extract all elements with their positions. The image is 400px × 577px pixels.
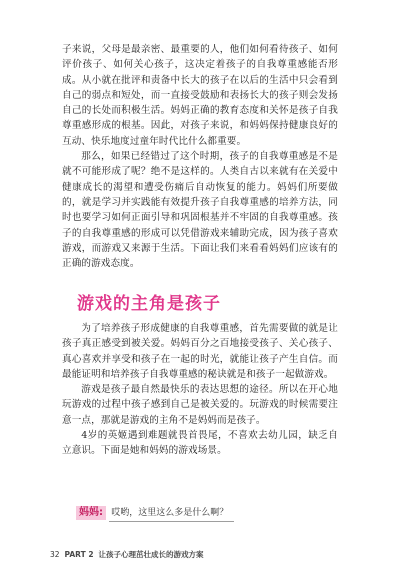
paragraph-1: 子来说，父母是最亲密、最重要的人，他们如何看待孩子、如何评价孩子、如何关心孩子，这决定着孩子的自我尊重感能否形成。从小就在批评和责备中长大的孩子在以后的生活中只会看到自己的弱点和短处，而一直接受鼓励和表扬长大的孩子则会发扬自己的长处而积极生活。妈妈正确的教育态度和关怀是孩子自我尊重感形成的根基。因此，对孩子来说，和妈妈保持健康良好的互动、快乐地度过童年时代比什么都重要。 — [62, 44, 338, 147]
dialog-text: 哎哟，这里这么多是什么啊？ — [109, 506, 234, 522]
part-label: PART 2 — [64, 550, 94, 559]
speaker-label: 妈妈: — [76, 506, 106, 520]
page-number: 32 — [50, 550, 60, 559]
page-footer — [50, 549, 204, 560]
body-text-bottom — [62, 321, 338, 459]
paragraph-2: 那么，如果已经错过了这个时期，孩子的自我尊重感是不是就不可能形成了呢？绝不是这样的。人类自古以来就有在关爱中健康成长的渴望和遭受伤痛后自动恢复的能力。妈妈们所要做的，就是学习并实践能有效提升孩子自我尊重感的培养方法，同时也要学习如何正面引导和巩固根基并不牢固的自我尊重感。孩子的自我尊重感的形成可以凭借游戏来辅助完成，因为孩子喜欢游戏，而游戏又来源于生活。下面让我们来看看妈妈们应该有的正确的游戏态度。 — [62, 151, 338, 270]
paragraph-4: 游戏是孩子最自然最快乐的表达思想的途径。所以在开心地玩游戏的过程中孩子感到自己是被关爱的。玩游戏的时候需要注意一点，那就是游戏的主角不是妈妈而是孩子。 — [62, 384, 338, 426]
body-text-top — [62, 42, 338, 271]
paragraph-3: 为了培养孩子形成健康的自我尊重感，首先需要做的就是让孩子真正感受到被关爱。妈妈百分之百地接受孩子、关心孩子、真心喜欢并享受和孩子在一起的时光，就能让孩子产生自信。而最能证明和培养孩子自我尊重感的秘诀就是和孩子一起做游戏。 — [62, 323, 338, 380]
footer-title: 让孩子心理茁壮成长的游戏方案 — [98, 550, 204, 559]
section-heading: 游戏的主角是孩子 — [77, 294, 221, 314]
dialog-line — [76, 506, 234, 522]
paragraph-5: 4岁的英姬遇到难题就畏首畏尾，不喜欢去幼儿园，缺乏自立意识。下面是她和妈妈的游戏场景。 — [62, 430, 338, 457]
